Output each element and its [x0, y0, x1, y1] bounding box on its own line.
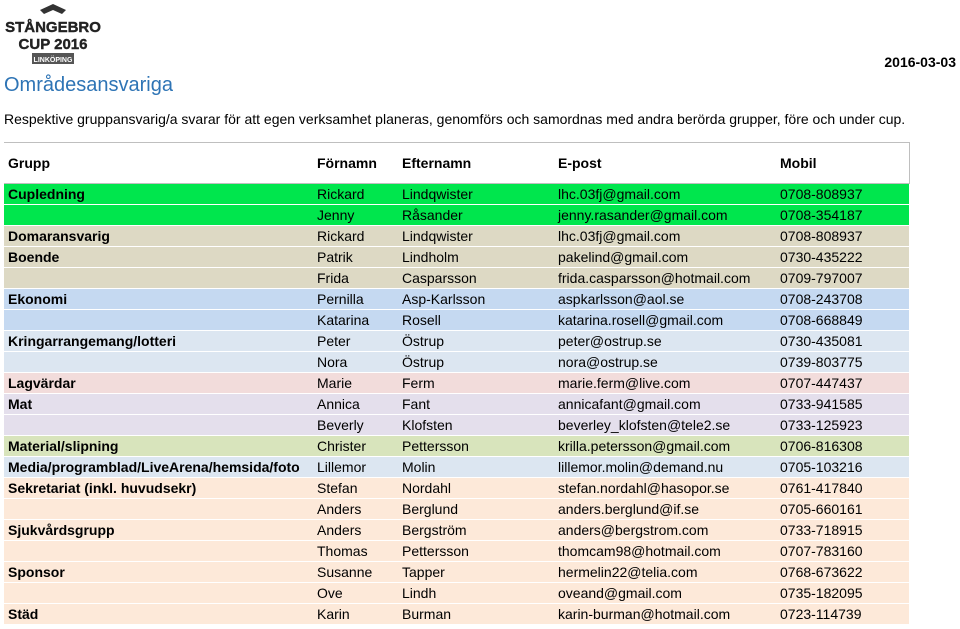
table-row	[4, 478, 909, 499]
group-cell: Kringarrangemang/lotteri	[4, 331, 313, 352]
mobile-cell: 0730-435222	[776, 247, 909, 268]
responsibility-table	[4, 142, 910, 625]
mobile-cell: 0723-114739	[776, 604, 909, 625]
last-name-cell: Burman	[398, 604, 554, 625]
email-cell: thomcam98@hotmail.com	[554, 541, 776, 562]
header-first-name: Förnamn	[313, 143, 398, 184]
table-row	[4, 394, 909, 415]
mobile-cell: 0707-783160	[776, 541, 909, 562]
table-row	[4, 226, 909, 247]
mobile-cell: 0708-354187	[776, 205, 909, 226]
table-row	[4, 583, 909, 604]
last-name-cell: Fant	[398, 394, 554, 415]
mobile-cell: 0708-668849	[776, 310, 909, 331]
group-cell	[4, 310, 313, 331]
first-name-cell: Anders	[313, 499, 398, 520]
last-name-cell: Tapper	[398, 562, 554, 583]
mobile-cell: 0707-447437	[776, 373, 909, 394]
first-name-cell: Stefan	[313, 478, 398, 499]
group-cell	[4, 268, 313, 289]
last-name-cell: Asp-Karlsson	[398, 289, 554, 310]
last-name-cell: Lindh	[398, 583, 554, 604]
page-title: Områdesansvariga	[4, 74, 173, 96]
mobile-cell: 0735-182095	[776, 583, 909, 604]
first-name-cell: Anders	[313, 520, 398, 541]
group-cell	[4, 352, 313, 373]
email-cell: peter@ostrup.se	[554, 331, 776, 352]
group-cell: Material/slipning	[4, 436, 313, 457]
email-cell: lhc.03fj@gmail.com	[554, 184, 776, 205]
table-row	[4, 457, 909, 478]
first-name-cell: Rickard	[313, 226, 398, 247]
table-header-row	[4, 143, 909, 184]
group-cell	[4, 583, 313, 604]
email-cell: oveand@gmail.com	[554, 583, 776, 604]
mobile-cell: 0730-435081	[776, 331, 909, 352]
last-name-cell: Lindqwister	[398, 184, 554, 205]
group-cell: Boende	[4, 247, 313, 268]
first-name-cell: Susanne	[313, 562, 398, 583]
mobile-cell: 0733-718915	[776, 520, 909, 541]
header-mobile: Mobil	[776, 143, 909, 184]
svg-text:STÅNGEBRO: STÅNGEBRO	[5, 19, 101, 36]
group-cell: Ekonomi	[4, 289, 313, 310]
page-description: Respektive gruppansvarig/a svarar för att egen verksamhet planeras, genomförs och samordnas med andra berörda grupper, före och under cup.	[4, 111, 906, 127]
group-cell	[4, 541, 313, 562]
last-name-cell: Östrup	[398, 352, 554, 373]
last-name-cell: Bergström	[398, 520, 554, 541]
last-name-cell: Ferm	[398, 373, 554, 394]
last-name-cell: Pettersson	[398, 436, 554, 457]
mobile-cell: 0768-673622	[776, 562, 909, 583]
group-cell: Lagvärdar	[4, 373, 313, 394]
svg-text:CUP 2016: CUP 2016	[18, 36, 88, 53]
group-cell: Cupledning	[4, 184, 313, 205]
first-name-cell: Rickard	[313, 184, 398, 205]
email-cell: katarina.rosell@gmail.com	[554, 310, 776, 331]
first-name-cell: Ove	[313, 583, 398, 604]
email-cell: aspkarlsson@aol.se	[554, 289, 776, 310]
group-cell: Domaransvarig	[4, 226, 313, 247]
header-email: E-post	[554, 143, 776, 184]
last-name-cell: Östrup	[398, 331, 554, 352]
email-cell: lillemor.molin@demand.nu	[554, 457, 776, 478]
table-row	[4, 331, 909, 352]
table-row	[4, 268, 909, 289]
table-row	[4, 310, 909, 331]
mobile-cell: 0705-103216	[776, 457, 909, 478]
first-name-cell: Thomas	[313, 541, 398, 562]
first-name-cell: Nora	[313, 352, 398, 373]
mobile-cell: 0708-808937	[776, 184, 909, 205]
last-name-cell: Pettersson	[398, 541, 554, 562]
table-row	[4, 352, 909, 373]
table-row	[4, 499, 909, 520]
cup-logo	[4, 2, 102, 68]
email-cell: beverley_klofsten@tele2.se	[554, 415, 776, 436]
group-cell: Media/programblad/LiveArena/hemsida/foto	[4, 457, 313, 478]
mobile-cell: 0709-797007	[776, 268, 909, 289]
group-cell: Sjukvårdsgrupp	[4, 520, 313, 541]
email-cell: marie.ferm@live.com	[554, 373, 776, 394]
group-cell	[4, 499, 313, 520]
mobile-cell: 0708-808937	[776, 226, 909, 247]
mobile-cell: 0739-803775	[776, 352, 909, 373]
table-row	[4, 373, 909, 394]
group-cell: Sekretariat (inkl. huvudsekr)	[4, 478, 313, 499]
mobile-cell: 0733-941585	[776, 394, 909, 415]
email-cell: jenny.rasander@gmail.com	[554, 205, 776, 226]
mobile-cell: 0705-660161	[776, 499, 909, 520]
email-cell: anders.berglund@if.se	[554, 499, 776, 520]
last-name-cell: Molin	[398, 457, 554, 478]
group-cell	[4, 205, 313, 226]
table-row	[4, 247, 909, 268]
group-cell	[4, 415, 313, 436]
header-last-name: Efternamn	[398, 143, 554, 184]
table-row	[4, 604, 909, 625]
first-name-cell: Pernilla	[313, 289, 398, 310]
email-cell: pakelind@gmail.com	[554, 247, 776, 268]
last-name-cell: Berglund	[398, 499, 554, 520]
first-name-cell: Marie	[313, 373, 398, 394]
last-name-cell: Casparsson	[398, 268, 554, 289]
table-row	[4, 436, 909, 457]
email-cell: anders@bergstrom.com	[554, 520, 776, 541]
email-cell: nora@ostrup.se	[554, 352, 776, 373]
table-row	[4, 184, 909, 205]
mobile-cell: 0733-125923	[776, 415, 909, 436]
last-name-cell: Lindholm	[398, 247, 554, 268]
first-name-cell: Frida	[313, 268, 398, 289]
last-name-cell: Klofsten	[398, 415, 554, 436]
email-cell: hermelin22@telia.com	[554, 562, 776, 583]
email-cell: lhc.03fj@gmail.com	[554, 226, 776, 247]
email-cell: frida.casparsson@hotmail.com	[554, 268, 776, 289]
last-name-cell: Rosell	[398, 310, 554, 331]
first-name-cell: Lillemor	[313, 457, 398, 478]
group-cell: Sponsor	[4, 562, 313, 583]
table-row	[4, 205, 909, 226]
last-name-cell: Råsander	[398, 205, 554, 226]
svg-text:LINKÖPING: LINKÖPING	[33, 57, 73, 64]
first-name-cell: Jenny	[313, 205, 398, 226]
first-name-cell: Annica	[313, 394, 398, 415]
document-date: 2016-03-03	[884, 54, 956, 70]
first-name-cell: Karin	[313, 604, 398, 625]
first-name-cell: Patrik	[313, 247, 398, 268]
last-name-cell: Lindqwister	[398, 226, 554, 247]
group-cell: Mat	[4, 394, 313, 415]
table-row	[4, 289, 909, 310]
header-group: Grupp	[4, 143, 313, 184]
table-row	[4, 562, 909, 583]
first-name-cell: Peter	[313, 331, 398, 352]
mobile-cell: 0708-243708	[776, 289, 909, 310]
table-row	[4, 415, 909, 436]
table-row	[4, 520, 909, 541]
email-cell: krilla.petersson@gmail.com	[554, 436, 776, 457]
mobile-cell: 0761-417840	[776, 478, 909, 499]
email-cell: annicafant@gmail.com	[554, 394, 776, 415]
email-cell: karin-burman@hotmail.com	[554, 604, 776, 625]
table-row	[4, 541, 909, 562]
email-cell: stefan.nordahl@hasopor.se	[554, 478, 776, 499]
last-name-cell: Nordahl	[398, 478, 554, 499]
mobile-cell: 0706-816308	[776, 436, 909, 457]
group-cell: Städ	[4, 604, 313, 625]
first-name-cell: Christer	[313, 436, 398, 457]
first-name-cell: Beverly	[313, 415, 398, 436]
first-name-cell: Katarina	[313, 310, 398, 331]
